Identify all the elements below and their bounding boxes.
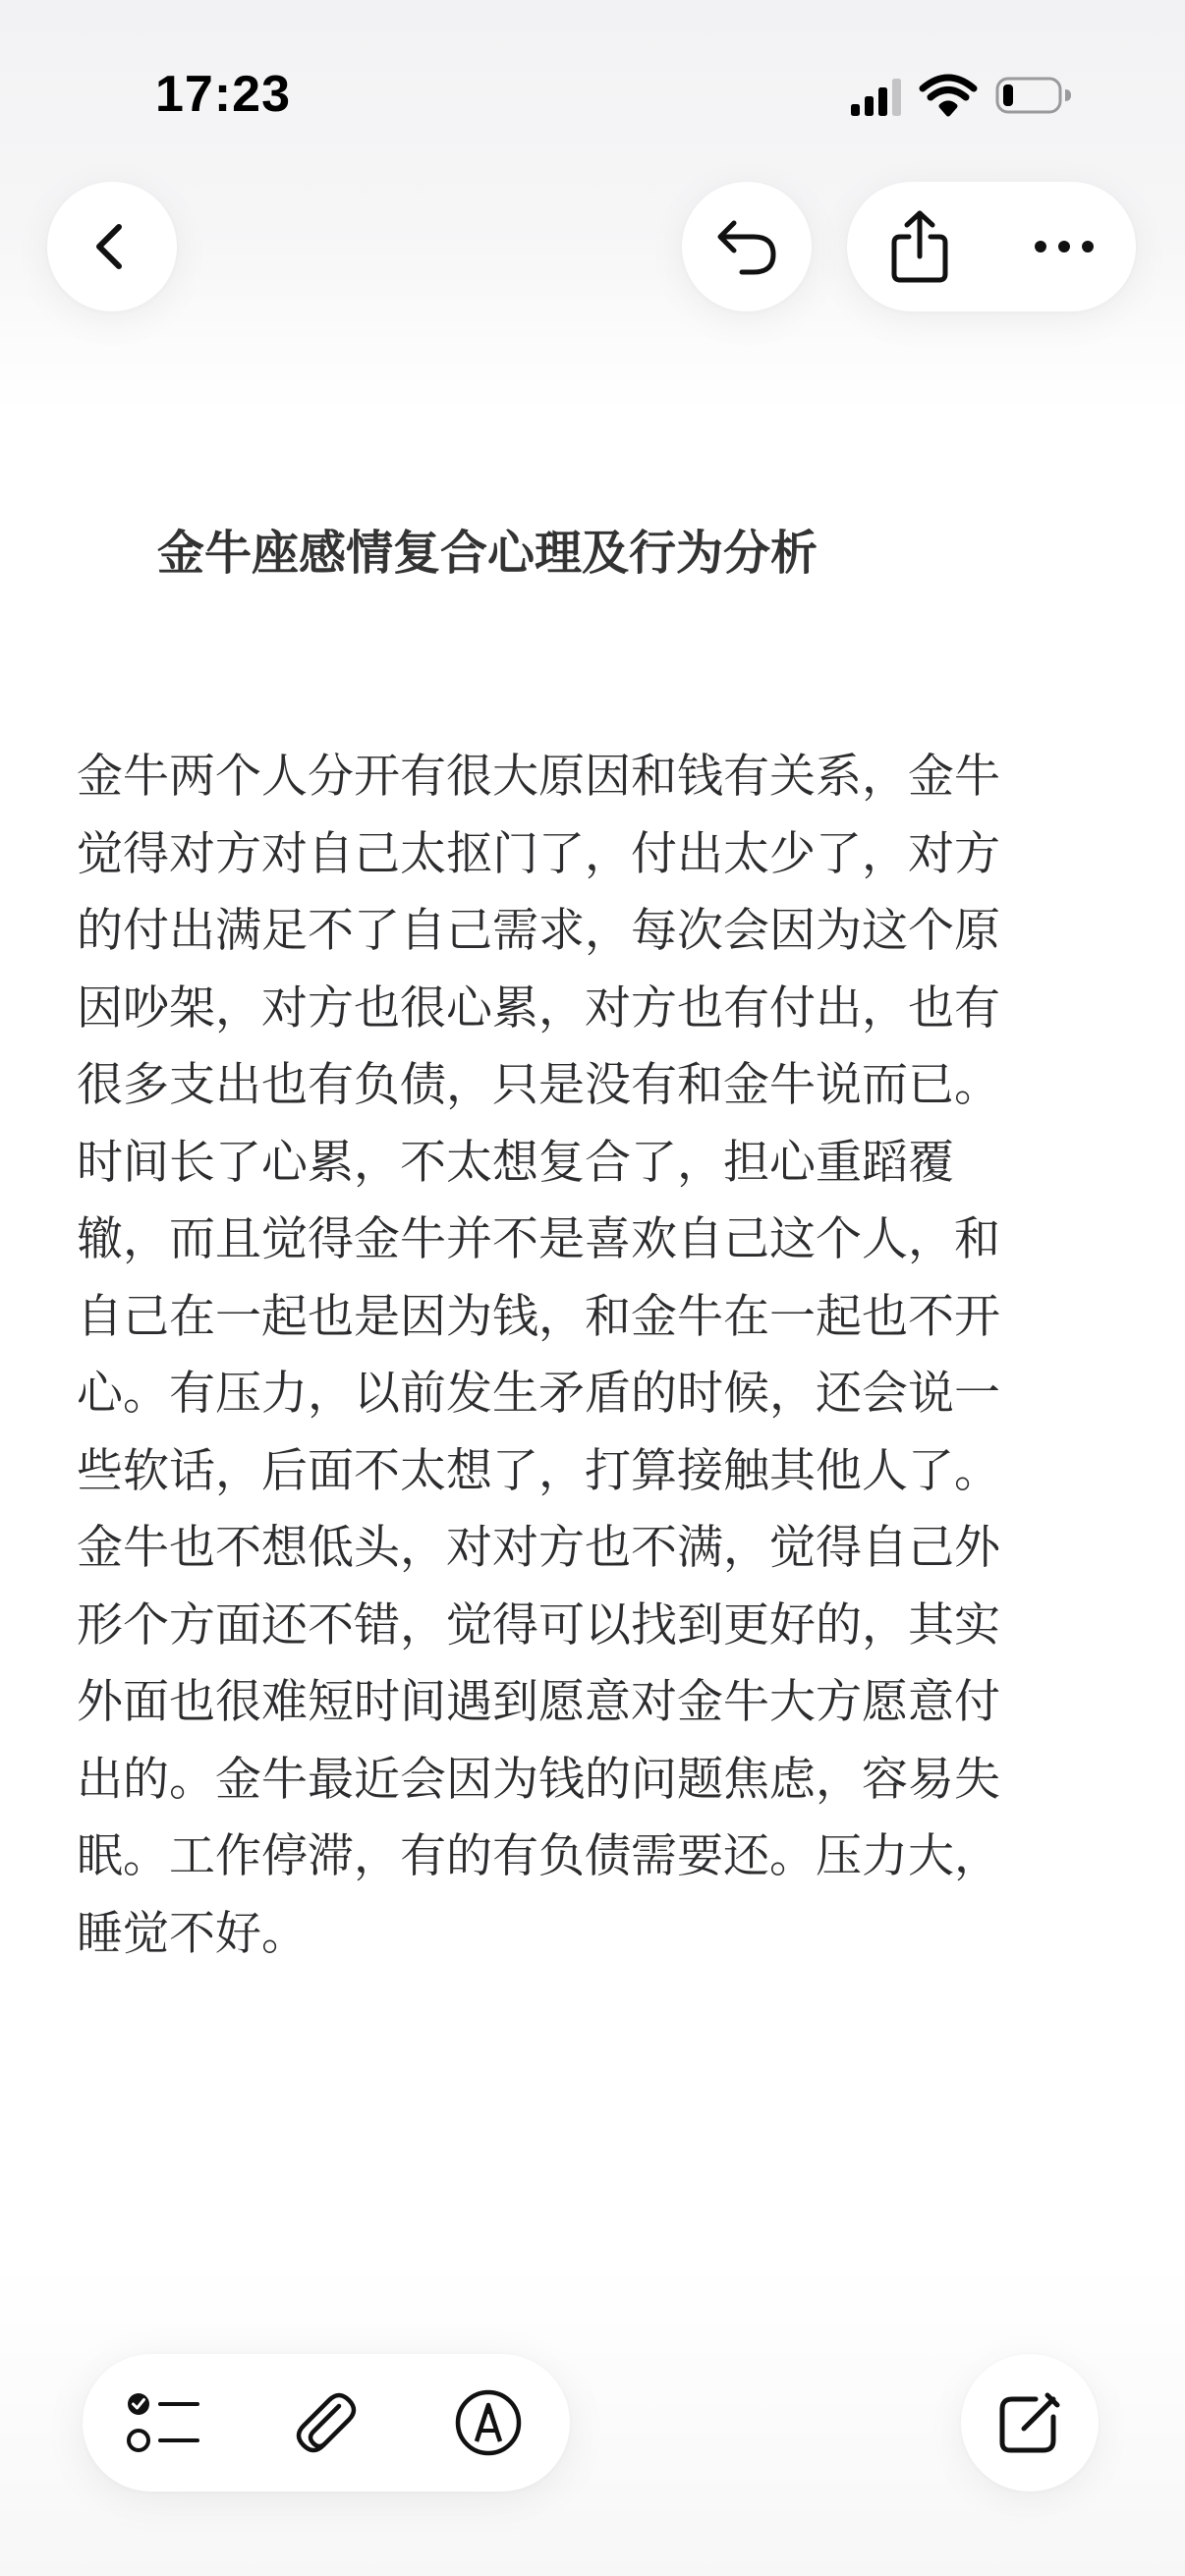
note-actions-group (847, 182, 1136, 311)
note-body-line: 时间长了心累，不太想复合了，担心重蹈覆 (77, 1135, 954, 1190)
bottom-toolbar (83, 2354, 570, 2492)
note-body-line: 自己在一起也是因为钱，和金牛在一起也不开 (77, 1289, 1000, 1344)
markup-button[interactable] (407, 2354, 570, 2492)
back-button[interactable] (47, 182, 177, 311)
note-body-line: 很多支出也有负债，只是没有和金牛说而已。 (77, 1058, 1000, 1112)
markup-pen-icon (453, 2387, 524, 2458)
checklist-button[interactable] (83, 2354, 246, 2492)
note-body-line: 形个方面还不错，觉得可以找到更好的，其实 (77, 1597, 1000, 1652)
note-body-line: 的付出满足不了自己需求，每次会因为这个原 (77, 904, 1000, 958)
wifi-icon (923, 78, 974, 114)
undo-button[interactable] (682, 182, 812, 311)
status-time: 17:23 (155, 66, 291, 123)
cellular-signal-icon (851, 79, 901, 116)
note-body-line: 睡觉不好。 (77, 1906, 308, 1961)
chevron-left-icon (86, 221, 138, 272)
compose-button[interactable] (961, 2354, 1099, 2492)
note-body-line: 出的。金牛最近会因为钱的问题焦虑，容易失 (77, 1752, 1000, 1807)
status-icons (847, 71, 1083, 122)
note-body-line: 觉得对方对自己太抠门了，付出太少了，对方 (77, 826, 1000, 881)
more-button[interactable] (991, 182, 1136, 311)
note-body-line: 些软话，后面不太想了，打算接触其他人了。 (77, 1443, 1000, 1498)
compose-icon (996, 2389, 1063, 2456)
undo-icon (712, 215, 781, 278)
checklist-icon (127, 2389, 201, 2456)
note-body-line: 外面也很难短时间遇到愿意对金牛大方愿意付 (77, 1675, 1000, 1729)
paperclip-icon (292, 2388, 361, 2457)
note-title[interactable]: 金牛座感情复合心理及行为分析 (157, 526, 818, 581)
battery-icon (997, 79, 1071, 112)
share-icon (888, 209, 951, 284)
note-body-line: 金牛两个人分开有很大原因和钱有关系，金牛 (77, 750, 1000, 804)
attach-button[interactable] (245, 2354, 408, 2492)
note-body-line: 因吵架，对方也很心累，对方也有付出，也有 (77, 980, 1000, 1036)
ellipsis-icon (1033, 239, 1096, 254)
note-body-line: 辙，而且觉得金牛并不是喜欢自己这个人，和 (77, 1212, 1000, 1266)
note-body-line: 心。有压力，以前发生矛盾的时候，还会说一 (77, 1367, 1000, 1421)
note-body-line: 眠。工作停滞，有的有负债需要还。压力大， (77, 1829, 1000, 1883)
note-body[interactable] (77, 739, 1099, 1973)
status-bar (0, 0, 1185, 187)
share-button[interactable] (847, 182, 991, 311)
note-body-line: 金牛也不想低头，对对方也不满，觉得自己外 (77, 1521, 1000, 1575)
